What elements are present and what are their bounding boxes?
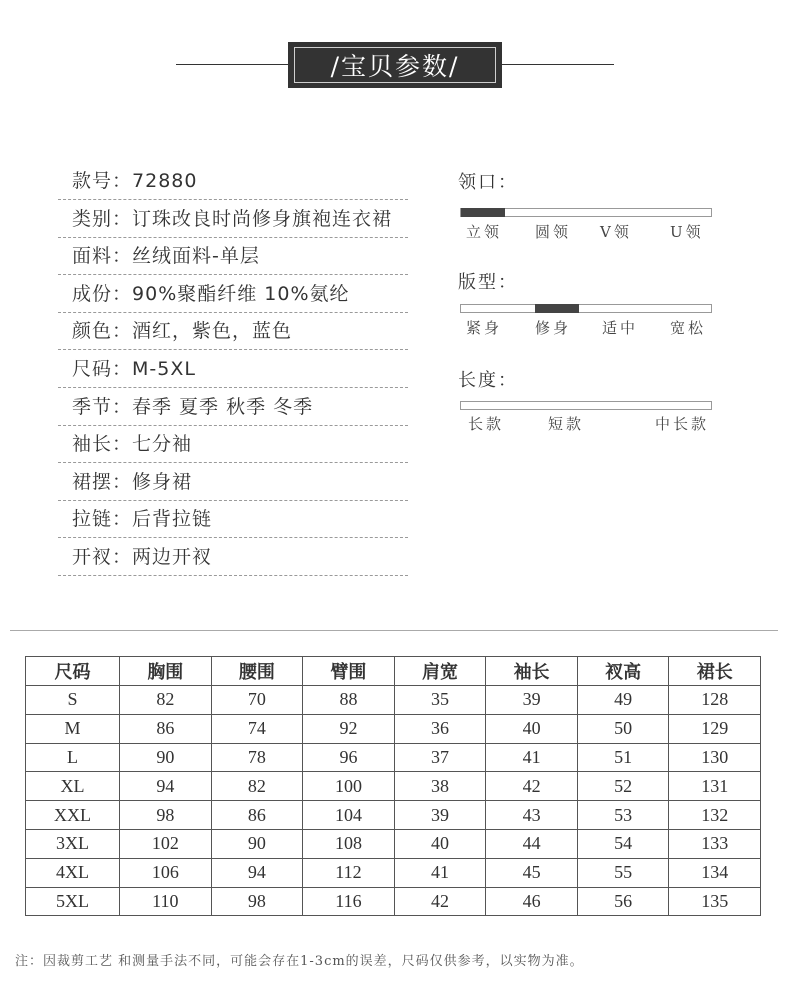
- table-row: [26, 743, 761, 772]
- table-cell: 55: [577, 858, 669, 887]
- table-cell: 131: [669, 772, 761, 801]
- table-cell: 94: [211, 858, 303, 887]
- table-cell: M: [26, 714, 120, 743]
- table-row: [26, 714, 761, 743]
- table-cell: 90: [120, 743, 212, 772]
- collar-scale-title: 领口：: [458, 172, 518, 193]
- table-cell: 70: [211, 686, 303, 715]
- param-label: 面料：: [72, 245, 133, 268]
- table-cell: 40: [394, 829, 486, 858]
- table-row: [26, 801, 761, 830]
- table-cell: XXL: [26, 801, 120, 830]
- param-value: M-5XL: [132, 358, 196, 380]
- table-row: [26, 858, 761, 887]
- table-cell: 39: [486, 686, 578, 715]
- param-row: [58, 425, 408, 463]
- table-cell: 112: [303, 858, 395, 887]
- param-label: 拉链：: [72, 508, 133, 531]
- size-table-header-cell: 裙长: [669, 657, 761, 686]
- param-value: 酒红，紫色，蓝色: [132, 320, 293, 343]
- table-cell: 78: [211, 743, 303, 772]
- param-label: 尺码：: [72, 358, 133, 380]
- param-row: [58, 538, 408, 576]
- collar-option-3: V领: [600, 223, 632, 241]
- fit-option-2: 修身: [535, 319, 572, 337]
- table-cell: 133: [669, 829, 761, 858]
- table-cell: 54: [577, 829, 669, 858]
- table-cell: 106: [120, 858, 212, 887]
- param-value: 72880: [132, 170, 198, 192]
- size-table-header-cell: 肩宽: [394, 657, 486, 686]
- fit-scale-indicator: [535, 304, 579, 313]
- collar-option-4: U领: [670, 223, 704, 241]
- param-value: 后背拉链: [132, 508, 213, 531]
- table-cell: 37: [394, 743, 486, 772]
- table-cell: 38: [394, 772, 486, 801]
- table-cell: 82: [120, 686, 212, 715]
- table-cell: 49: [577, 686, 669, 715]
- table-cell: 100: [303, 772, 395, 801]
- table-cell: 129: [669, 714, 761, 743]
- table-cell: 86: [211, 801, 303, 830]
- size-table-header-cell: 尺码: [26, 657, 120, 686]
- param-label: 季节：: [72, 395, 133, 418]
- fit-scale-title: 版型：: [458, 272, 518, 293]
- size-table-header-cell: 衩高: [577, 657, 669, 686]
- size-table-header-cell: 腰围: [211, 657, 303, 686]
- table-cell: 3XL: [26, 829, 120, 858]
- length-option-1: 长款: [468, 415, 505, 433]
- param-value: 修身裙: [132, 470, 193, 493]
- table-cell: 102: [120, 829, 212, 858]
- table-cell: 35: [394, 686, 486, 715]
- param-row: [58, 463, 408, 501]
- table-cell: 41: [486, 743, 578, 772]
- param-value: 丝绒面料-单层: [132, 245, 260, 268]
- param-label: 类别：: [72, 207, 133, 230]
- table-cell: 130: [669, 743, 761, 772]
- param-label: 款号：: [72, 170, 133, 192]
- table-cell: 88: [303, 686, 395, 715]
- param-row: [58, 350, 408, 388]
- fit-option-4: 宽松: [670, 319, 707, 337]
- size-table-header-cell: 臂围: [303, 657, 395, 686]
- table-cell: 94: [120, 772, 212, 801]
- param-label: 裙摆：: [72, 470, 133, 493]
- param-value: 七分袖: [132, 433, 193, 456]
- table-cell: 108: [303, 829, 395, 858]
- size-table-header: [26, 657, 761, 686]
- table-cell: 52: [577, 772, 669, 801]
- section-title-box: [288, 42, 502, 88]
- measurement-note: 注：因裁剪工艺 和测量手法不同，可能会存在1-3cm的误差，尺码仅供参考，以实物为准。: [15, 954, 584, 969]
- length-scale-title: 长度：: [458, 370, 518, 391]
- table-cell: 56: [577, 887, 669, 916]
- section-divider: [10, 630, 778, 631]
- table-cell: 128: [669, 686, 761, 715]
- table-cell: 90: [211, 829, 303, 858]
- collar-option-1: 立领: [466, 223, 503, 241]
- param-label: 开衩：: [72, 546, 133, 568]
- collar-scale-bar: [460, 208, 712, 217]
- param-row: [58, 388, 408, 426]
- table-cell: 134: [669, 858, 761, 887]
- table-cell: 51: [577, 743, 669, 772]
- table-cell: XL: [26, 772, 120, 801]
- size-table-header-cell: 胸围: [120, 657, 212, 686]
- table-cell: 104: [303, 801, 395, 830]
- size-table-body: [26, 686, 761, 916]
- table-cell: 46: [486, 887, 578, 916]
- param-value: 两边开衩: [132, 546, 213, 568]
- table-cell: 53: [577, 801, 669, 830]
- table-cell: 116: [303, 887, 395, 916]
- param-row: [58, 275, 408, 313]
- length-option-3: 中长款: [655, 415, 710, 433]
- header-line-right: [502, 64, 614, 65]
- param-row: [58, 500, 408, 538]
- table-row: [26, 772, 761, 801]
- length-option-2: 短款: [548, 415, 585, 433]
- table-cell: 39: [394, 801, 486, 830]
- size-table-header-cell: 袖长: [486, 657, 578, 686]
- param-value: 90%聚酯纤维 10%氨纶: [132, 282, 350, 305]
- table-cell: S: [26, 686, 120, 715]
- fit-option-1: 紧身: [466, 319, 503, 337]
- table-cell: 44: [486, 829, 578, 858]
- param-label: 颜色：: [72, 320, 133, 343]
- table-cell: 98: [211, 887, 303, 916]
- fit-option-3: 适中: [602, 319, 639, 337]
- table-cell: 82: [211, 772, 303, 801]
- table-cell: 43: [486, 801, 578, 830]
- table-cell: 45: [486, 858, 578, 887]
- table-cell: 74: [211, 714, 303, 743]
- param-label: 袖长：: [72, 433, 133, 456]
- collar-option-2: 圆领: [535, 223, 572, 241]
- table-cell: 110: [120, 887, 212, 916]
- table-row: [26, 829, 761, 858]
- section-title: /宝贝参数/: [294, 47, 496, 83]
- table-cell: L: [26, 743, 120, 772]
- header-line-left: [176, 64, 288, 65]
- size-table: [25, 656, 761, 916]
- table-row: [26, 686, 761, 715]
- table-cell: 36: [394, 714, 486, 743]
- table-cell: 41: [394, 858, 486, 887]
- param-label: 成份：: [72, 282, 133, 305]
- param-value: 订珠改良时尚修身旗袍连衣裙: [132, 207, 393, 230]
- table-cell: 50: [577, 714, 669, 743]
- param-row: [58, 162, 408, 200]
- table-cell: 96: [303, 743, 395, 772]
- table-cell: 86: [120, 714, 212, 743]
- table-cell: 4XL: [26, 858, 120, 887]
- table-cell: 135: [669, 887, 761, 916]
- fit-scale-bar: [460, 304, 712, 313]
- table-cell: 40: [486, 714, 578, 743]
- table-cell: 92: [303, 714, 395, 743]
- collar-scale-indicator: [461, 208, 505, 217]
- table-row: [26, 887, 761, 916]
- param-row: [58, 200, 408, 238]
- param-row: [58, 312, 408, 350]
- table-cell: 98: [120, 801, 212, 830]
- param-row: [58, 237, 408, 275]
- table-cell: 5XL: [26, 887, 120, 916]
- table-cell: 42: [394, 887, 486, 916]
- table-cell: 42: [486, 772, 578, 801]
- length-scale-bar: [460, 401, 712, 410]
- table-cell: 132: [669, 801, 761, 830]
- param-value: 春季 夏季 秋季 冬季: [132, 395, 314, 418]
